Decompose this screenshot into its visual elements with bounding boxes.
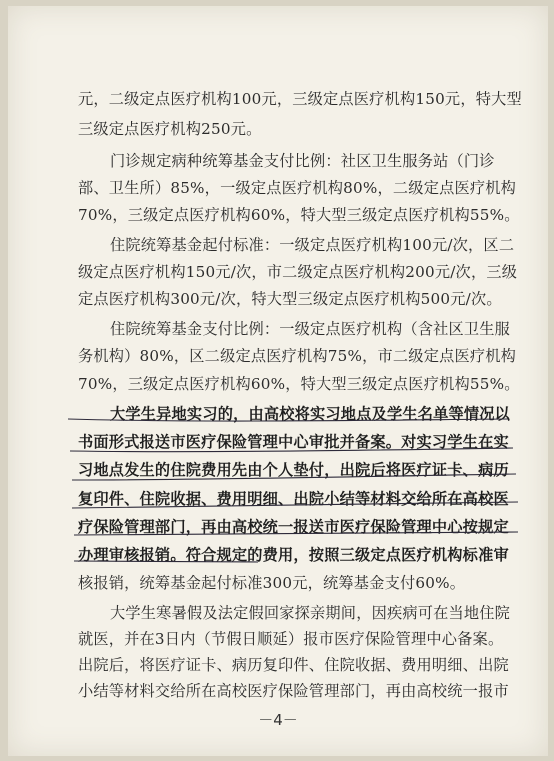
text-line: 住院统筹基金起付标准：一级定点医疗机构100元/次，区二 [110,236,515,254]
text-line: 级定点医疗机构150元/次，市二级定点医疗机构200元/次，三级 [78,263,518,281]
text-line: 70%，三级定点医疗机构60%，特大型三级定点医疗机构55%。 [78,375,520,393]
text-line: 部、卫生所）85%，一级定点医疗机构80%，二级定点医疗机构 [78,179,517,197]
text-line: 复印件、住院收据、费用明细、出院小结等材料交给所在高校医 [78,490,509,508]
document-page [8,6,548,756]
page-number: －4－ [258,711,298,729]
text-line: 大学生寒暑假及法定假回家探亲期间，因疾病可在当地住院 [110,604,511,622]
text-line: 出院后，将医疗证卡、病历复印件、住院收据、费用明细、出院 [78,656,509,674]
text-line: 元，二级定点医疗机构100元，三级定点医疗机构150元，特大型 [78,90,522,108]
text-line: 定点医疗机构300元/次，特大型三级定点医疗机构500元/次。 [78,290,502,308]
text-line: 习地点发生的住院费用先由个人垫付，出院后将医疗证卡、病历 [78,461,509,479]
text-line: 书面形式报送市医疗保险管理中心审批并备案。对实习学生在实 [78,433,509,451]
text-line: 疗保险管理部门，再由高校统一报送市医疗保险管理中心按规定 [78,518,509,536]
text-line: 70%，三级定点医疗机构60%，特大型三级定点医疗机构55%。 [78,206,520,224]
text-line: 办理审核报销。符合规定的费用，按照三级定点医疗机构标准审 [78,546,509,564]
text-line: 核报销，统筹基金起付标准300元，统筹基金支付60%。 [78,574,466,592]
text-line: 门诊规定病种统筹基金支付比例：社区卫生服务站（门诊 [110,152,495,170]
text-line: 小结等材料交给所在高校医疗保险管理部门，再由高校统一报市 [78,682,509,700]
text-line: 就医，并在3日内（节假日顺延）报市医疗保险管理中心备案。 [78,630,504,648]
pen-underline-marks [8,6,548,756]
text-line: 三级定点医疗机构250元。 [78,120,262,138]
text-line: 住院统筹基金支付比例：一级定点医疗机构（含社区卫生服 [110,320,511,338]
text-line: 大学生异地实习的，由高校将实习地点及学生名单等情况以 [110,405,511,423]
text-line: 务机构）80%，区二级定点医疗机构75%，市二级定点医疗机构 [78,347,517,365]
